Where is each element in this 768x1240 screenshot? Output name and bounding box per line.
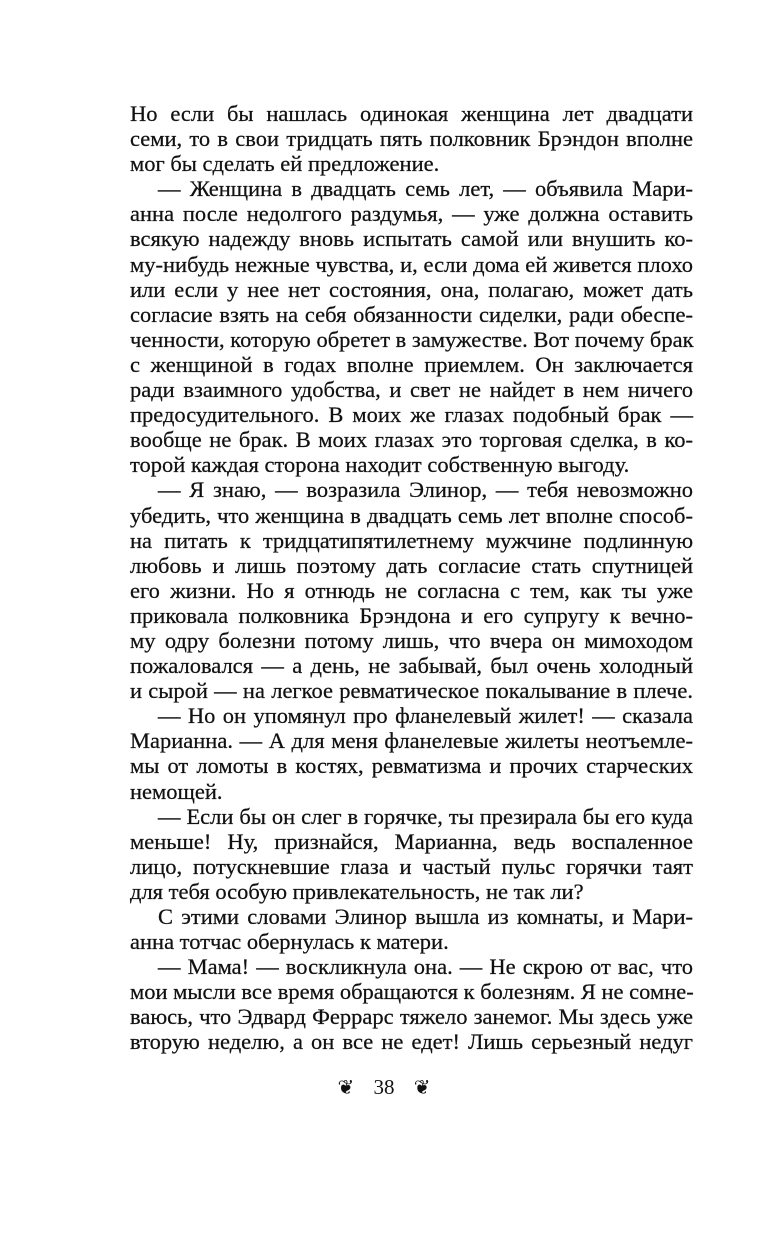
text-line: ради взаимного удобства, и свет не найдет в нем ничего bbox=[130, 377, 693, 403]
text-line: для тебя особую привлекательность, не так ли? bbox=[130, 878, 584, 904]
text-line: приковала полковника Брэндона и его супругу к вечно- bbox=[130, 602, 693, 628]
text-line: всякую надежду вновь испытать самой или внушить ко- bbox=[130, 226, 693, 252]
text-line: мог бы сделать ей предложение. bbox=[130, 151, 440, 177]
text-line: мы от ломоты в костях, ревматизма и прочих старческих bbox=[130, 753, 693, 779]
text-line: любовь и лишь поэтому дать согласие стать спутницей bbox=[130, 552, 693, 578]
page-number: 38 bbox=[373, 1074, 395, 1099]
text-line: пожаловался — а день, не забывай, был очень холодный bbox=[130, 653, 693, 679]
text-line: Марианна. — А для меня фланелевые жилеты неотъемле- bbox=[130, 728, 693, 754]
text-line: — Но он упомянул про фланелевый жилет! — сказала bbox=[158, 703, 693, 729]
text-line: му одру болезни потому лишь, что вчера он мимоходом bbox=[130, 627, 693, 653]
book-page-text bbox=[130, 101, 693, 1055]
text-line: на питать к тридцатипятилетнему мужчине подлинную bbox=[130, 527, 693, 553]
text-line: Но если бы нашлась одинокая женщина лет двадцати bbox=[130, 101, 693, 126]
text-line: семи, то в свои тридцать пять полковник Брэндон вполне bbox=[130, 126, 693, 152]
text-line: предосудительного. В моих же глазах подобный брак — bbox=[130, 402, 693, 428]
page-footer bbox=[0, 1073, 768, 1100]
text-line: вторую неделю, а он все не едет! Лишь серьезный недуг bbox=[130, 1029, 693, 1055]
text-line: вообще не брак. В моих глазах это торговая сделка, в ко- bbox=[130, 427, 693, 453]
text-line: меньше! Ну, признайся, Марианна, ведь воспаленное bbox=[130, 828, 693, 854]
text-line: с женщиной в годах вполне приемлем. Он заключается bbox=[130, 351, 693, 377]
text-line: или если у нее нет состояния, она, полагаю, может дать bbox=[130, 276, 693, 302]
text-line: анна после недолгого раздумья, — уже должна оставить bbox=[130, 201, 693, 227]
text-line: убедить, что женщина в двадцать семь лет вполне способ- bbox=[130, 502, 693, 528]
text-line: С этими словами Элинор вышла из комнаты, и Мари- bbox=[158, 904, 693, 929]
text-line: лицо, потускневшие глаза и частый пульс горячки таят bbox=[130, 853, 693, 879]
text-line: торой каждая сторона находит собственную выгоду. bbox=[130, 452, 630, 478]
text-line: — Мама! — воскликнула она. — Не скрою от вас, что bbox=[158, 954, 693, 980]
ornament-right-icon: ❦ bbox=[413, 1076, 431, 1099]
text-line: ваюсь, что Эдвард Феррарс тяжело занемог. Мы здесь уже bbox=[130, 1004, 693, 1030]
text-line: и сырой — на легкое ревматическое покалывание в плече. bbox=[130, 678, 693, 704]
text-line: немощей. bbox=[130, 778, 223, 804]
text-line: ченности, которую обретет в замужестве. Вот почему брак bbox=[130, 326, 694, 352]
text-line: — Если бы он слег в горячке, ты презирала бы его куда bbox=[158, 803, 693, 829]
text-line: — Женщина в двадцать семь лет, — объявила Мари- bbox=[158, 176, 693, 202]
text-line: мои мысли все время обращаются к болезням. Я не сомне- bbox=[130, 979, 694, 1005]
text-line: — Я знаю, — возразила Элинор, — тебя невозможно bbox=[158, 477, 693, 503]
text-line: му-нибудь нежные чувства, и, если дома ей живется плохо bbox=[130, 251, 693, 277]
text-line: согласие взять на себя обязанности сиделки, ради обеспе- bbox=[130, 301, 693, 327]
ornament-left-icon: ❦ bbox=[337, 1076, 355, 1099]
text-line: его жизни. Но я отнюдь не согласна с тем, как ты уже bbox=[130, 577, 693, 603]
text-line: анна тотчас обернулась к матери. bbox=[130, 929, 449, 955]
